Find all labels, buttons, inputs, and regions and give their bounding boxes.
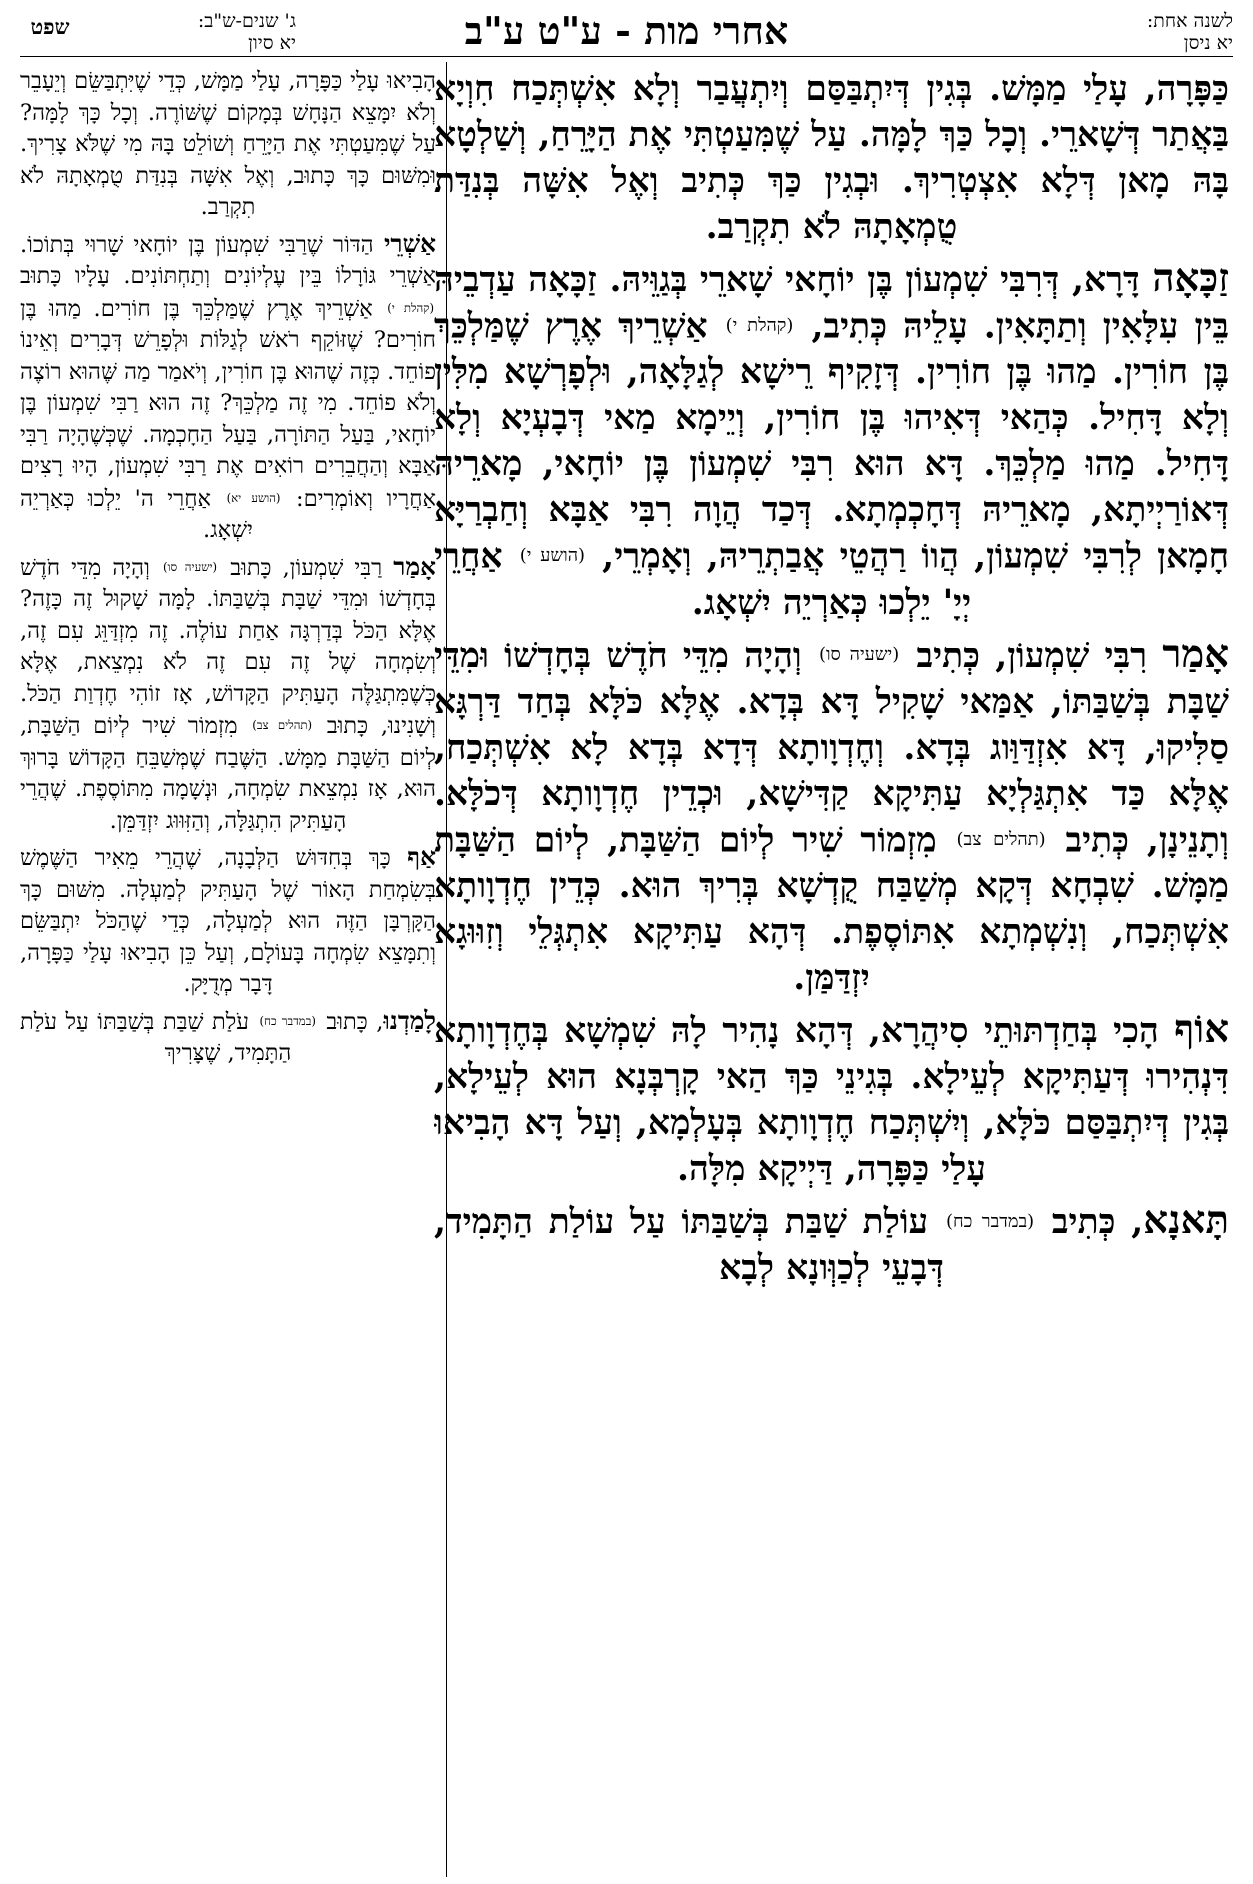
translation-text: הָבִיאוּ עָלַי כַּפָּרָה, עָלַי מַמָּשׁ, כְּדֵי שֶׁיִּתְבַּשֵּׂם וְיֵעָבֵר וְלֹא יִמָּצֵא הַנָּחָשׁ בְּמָקוֹם שֶׁשּׁוֹרֶה. וְכָל כָּךְ לָמָּה? עַל שֶׁמִּעַטְתִּי אֶת הַיָּרֵחַ וְשׁוֹלֵט בָּהּ מִי שֶׁלֹּא צָרִיךְ. וּמִשּׁוּם כָּךְ כָּתוּב, וְאֶל אִשָּׁה בְּנִדַּת טֻמְאָתָהּ לֹא תִקְרַב.	[20, 68, 436, 220]
main-text: דָּרָא, דְּרִבִּי שִׁמְעוֹן בֶּן יוֹחָאי שָׁארֵי בְּגַוֵּיהּ. זַכָּאָה עַדְבֵיהּ בֵּין עִלָּאִין וְתַתָּאִין. עָלֵיהּ כְּתִיב,	[434, 260, 1229, 347]
main-paragraph	[434, 1007, 1229, 1192]
main-text: הָכִי בְּחַדְתּוּתֵי סִיהֲרָא, דְּהָא נָהִיר לָהּ שִׁמְשָׁא בְּחֶדְוָותָא דִּנְהִירוּ דְּעַתִּיקָא לְעֵילָא. בְּגִינֵי כַּךְ הַאי קָרְבְּנָא הוּא לְעֵילָא, בְּגִין דְּיִתְבַּסַּם כֹּלָּא, וְיִשְׁתְּכַח חֶדְוָותָא בְּעָלְמָא, וְעַל דָּא הָבִיאוּ עָלַי כַּפָּרָה, דַּיְיקָא מִלָּה.	[434, 1010, 1229, 1189]
page-number: שפט	[30, 14, 70, 39]
main-paragraph	[434, 66, 1229, 250]
translation-text: מִזְמוֹר שִׁיר לְיוֹם הַשַּׁבָּת, לְיוֹם הַשַּׁבָּת מַמָּשׁ. הַשֶּׁבַח שֶׁמְּשַׁבֵּחַ הַקָּדוֹשׁ בָּרוּךְ הוּא, אָז נִמְצֵאת שִׂמְחָה, וּנְשָׁמָה מִתּוֹסֶפֶת. שֶׁהֲרֵי הָעַתִּיק הִתְגַּלָּה, וְהַזִּוּוּג יִזְדַּמֵּן.	[20, 713, 436, 834]
main-source-ref: (ישעיה סו)	[818, 644, 900, 666]
main-paragraph	[434, 256, 1229, 626]
main-text-column	[434, 66, 1229, 1871]
translation-opening-word: אַשְׁרֵי	[383, 228, 436, 258]
translation-source-ref: (ישעיה סו)	[162, 559, 218, 574]
main-text: אַשְׁרֵיךְ אֶרֶץ שֶׁמַּלְכֵּךְ בֶּן חוֹרִין. מַהוּ בֶּן חוֹרִין. דְּזָקִיף רֵישָׁא לְגַלָּאָה, וּלְפָרְשָׁא מִלִּין וְלָא דָּחִיל. כְּהַאי דְּאִיהוּ בֶּן חוֹרִין, וְיֵימָא מַאי דְּבָעְיָא וְלָא דָּחִיל. מַהוּ מַלְכֵּךְ. דָּא הוּא רִבִּי שִׁמְעוֹן בֶּן יוֹחָאי, מָארֵיהּ דְּאוֹרַיְיתָא, מָארֵיהּ דְּחָכְמְתָא. דְּכַד הֲוָה רִבִּי אַבָּא וְחַבְרַיָּא חָמָאן לְרִבִּי שִׁמְעוֹן, הֲווֹ רַהֲטֵי אֲבַתְרֵיהּ, וְאָמְרֵי,	[434, 306, 1229, 577]
main-source-ref: (תהלים צב)	[956, 828, 1046, 850]
translation-paragraph	[20, 841, 436, 1001]
translation-column	[20, 66, 436, 1871]
translation-source-ref: (קהלת י)	[387, 300, 435, 315]
translation-source-ref: (הושע יא)	[226, 490, 281, 505]
translation-text: אַשְׁרֵיךְ אֶרֶץ שֶׁמַּלְכֵּךְ בֶּן חוֹרִים. מַהוּ בֶּן חוֹרִים? שֶׁזּוֹקֵף רֹאשׁ לְגַלּוֹת וּלְפָרֵשׁ דְּבָרִים וְאֵינוֹ פוֹחֵד. כְּזֶה שֶׁהוּא בֶּן חוֹרִין, וְיֹאמַר מַה שֶּׁהוּא רוֹצֶה וְלֹא פוֹחֵד. מִי זֶה מַלְכֵּךְ? זֶה הוּא רַבִּי שִׁמְעוֹן בֶּן יוֹחָאי, בַּעַל הַתּוֹרָה, בַּעַל הַחָכְמָה. שֶׁכְּשֶׁהָיָה רַבִּי אַבָּא וְהַחֲבֵרִים רוֹאִים אֶת רַבִּי שִׁמְעוֹן, הָיוּ רָצִים אַחֲרָיו וְאוֹמְרִים:	[20, 295, 436, 512]
translation-text: רַבִּי שִׁמְעוֹן, כָּתוּב	[219, 554, 394, 581]
main-paragraph	[434, 1198, 1229, 1291]
translation-text: וְהָיָה מִדֵּי חֹדֶשׁ בְּחָדְשׁוֹ וּמִדֵּי שַׁבָּת בְּשַׁבַּתּוֹ. לָמָּה שָׁקוּל זֶה כָּזֶה? אֶלָּא הַכֹּל בְּדַרְגָּה אַחַת עוֹלֶה. זֶה מִזְדַּוֵּג עִם זֶה, וְשִׂמְחָה שֶׁל זֶה עִם זֶה לֹא נִמְצֵאת, אֶלָּא כְּשֶׁמִּתְגַּלֶּה הָעַתִּיק הַקָּדוֹשׁ, אָז זוֹהִי חֶדְוַת הַכֹּל. וְשָׁנִינוּ, כָּתוּב	[20, 554, 436, 740]
main-text: , כְּתִיב	[1036, 1201, 1144, 1242]
header-one-year-date: יא ניסן	[1183, 32, 1233, 54]
translation-text: כָּךְ בְּחִדּוּשׁ הַלְּבָנָה, שֶׁהֲרֵי מֵאִיר הַשֶּׁמֶשׁ בְּשִׂמְחַת הָאוֹר שֶׁל הָעַתִּיק לְמַעְלָה. מִשּׁוּם כָּךְ הַקָּרְבָּן הַזֶּה הוּא לְמַעְלָה, כְּדֵי שֶׁהַכֹּל יִתְבַּשֵּׂם וְתִמָּצֵא שִׂמְחָה בָּעוֹלָם, וְעַל כֵּן הָבִיאוּ עָלַי כַּפָּרָה, דָּבָר מְדֻיָּק.	[20, 845, 436, 998]
main-source-ref: (במדבר כח)	[945, 1210, 1035, 1232]
translation-text: הַדּוֹר שֶׁרַבִּי שִׁמְעוֹן בֶּן יוֹחָאי שָׁרוּי בְּתוֹכוֹ. אַשְׁרֵי גּוֹרָלוֹ בֵּין עֶלְיוֹנִים וְתַחְתּוֹנִים. עָלָיו כָּתוּב	[20, 231, 436, 289]
translation-paragraph	[20, 228, 436, 547]
main-opening-word: אוֹף	[1174, 1006, 1229, 1052]
translation-opening-word: לָמַדְנוּ	[383, 1005, 436, 1035]
column-divider	[446, 62, 447, 1877]
main-opening-word: אָמַר	[1162, 631, 1229, 677]
main-opening-word: תָּאנָא	[1143, 1197, 1229, 1243]
main-opening-word: זַכָּאָה	[1152, 256, 1229, 301]
translation-text: , כָּתוּב	[317, 1008, 384, 1035]
translation-text: אַחֲרֵי ה' יֵלְכוּ כְּאַרְיֵה יִשְׁאָג.	[20, 485, 253, 544]
translation-opening-word: אַף	[407, 842, 436, 872]
header-left-date	[86, 10, 296, 54]
main-text: מִזְמוֹר שִׁיר לְיוֹם הַשַּׁבָּת, לְיוֹם הַשַּׁבָּת מַמָּשׁ. שִׁבְחָא דְּקָא מְשַׁבַּח קֻדְשָׁא בְּרִיךְ הוּא. כְּדֵין חֶדְוָותָא אִשְׁתְּכַח, וְנִשְׁמְתָא אִתּוֹסֶפֶת. דְּהָא עַתִּיקָא אִתְגְּלֵי וְזִוּוּגָא יִזְדַּמַּן.	[434, 819, 1229, 998]
translation-paragraph	[20, 551, 436, 838]
header-one-year-label: לשנה אחת:	[1146, 10, 1233, 32]
main-text: רִבִּי שִׁמְעוֹן, כְּתִיב	[901, 635, 1163, 676]
main-text: כַּפָּרָה, עָלַי מַמָּשׁ. בְּגִין דְּיִתְבַּסַּם וְיִתְעֲבַר וְלָא אִשְׁתְּכַח חִוְיָא בַּאֲתַר דְּשָׁארֵי. וְכָל כַּךְ לָמָּה. עַל שֶׁמִּעַטְתִּי אֶת הַיָּרֵחַ, וְשַׁלְטָא בָּהּ מָאן דְּלָא אִצְטְרִיךְ. וּבְגִין כַּךְ כְּתִיב וְאֶל אִשָּׁה בְּנִדַּת טֻמְאָתָהּ לֹא תִקְרַב.	[434, 69, 1229, 247]
header-three-years-date: יא סיון	[248, 32, 296, 54]
main-source-ref: (קהלת י)	[725, 315, 794, 336]
main-text: וְהָיָה מִדֵּי חֹדֶשׁ בְּחָדְשׁוֹ וּמִדֵּי שַׁבָּת בְּשַׁבַּתּוֹ, אַמַּאי שָׁקִיל דָּא בְּדָא. אֶלָּא כֹּלָּא בְּחַד דַּרְגָּא סַלִּיקוּ, דָּא אִזְדַּוַּוג בְּדָא. וְחֶדְוָותָא דְּדָא בְּדָא לָא אִשְׁתְּכַח, אֶלָּא כַּד אִתְגַּלְיָא עַתִּיקָא קַדִּישָׁא, וּכְדֵין חֶדְוָותָא דְּכֹלָּא. וְתָנֵינָן, כְּתִיב	[434, 635, 1229, 860]
page-title: אחרי מות - ע"ט ע"ב	[464, 8, 789, 53]
header-three-years-label: ג' שנים-ש"ב:	[197, 10, 296, 32]
translation-source-ref: (תהלים צב)	[252, 718, 313, 733]
header-divider	[20, 56, 1233, 57]
translation-opening-word: אָמַר	[393, 551, 436, 581]
main-text: עוֹלַת שַׁבַּת בְּשַׁבַּתּוֹ עַל עוֹלַת הַתָּמִיד, דְּבָעֵי לְכַוְּונָא לְבָא	[434, 1201, 944, 1288]
translation-text: עֹלַת שַׁבַּת בְּשַׁבַּתּוֹ עַל עֹלַת הַתָּמִיד, שֶׁצָּרִיךְ	[20, 1008, 292, 1067]
main-text: אַחֲרֵי יְיָ' יֵלְכוּ כְּאַרְיֵה יִשְׁאָג.	[434, 536, 972, 623]
translation-source-ref: (במדבר כח)	[259, 1013, 316, 1028]
translation-paragraph	[20, 66, 436, 224]
main-source-ref: (הושע י)	[519, 545, 586, 567]
main-paragraph	[434, 632, 1229, 1001]
translation-paragraph	[20, 1005, 436, 1070]
